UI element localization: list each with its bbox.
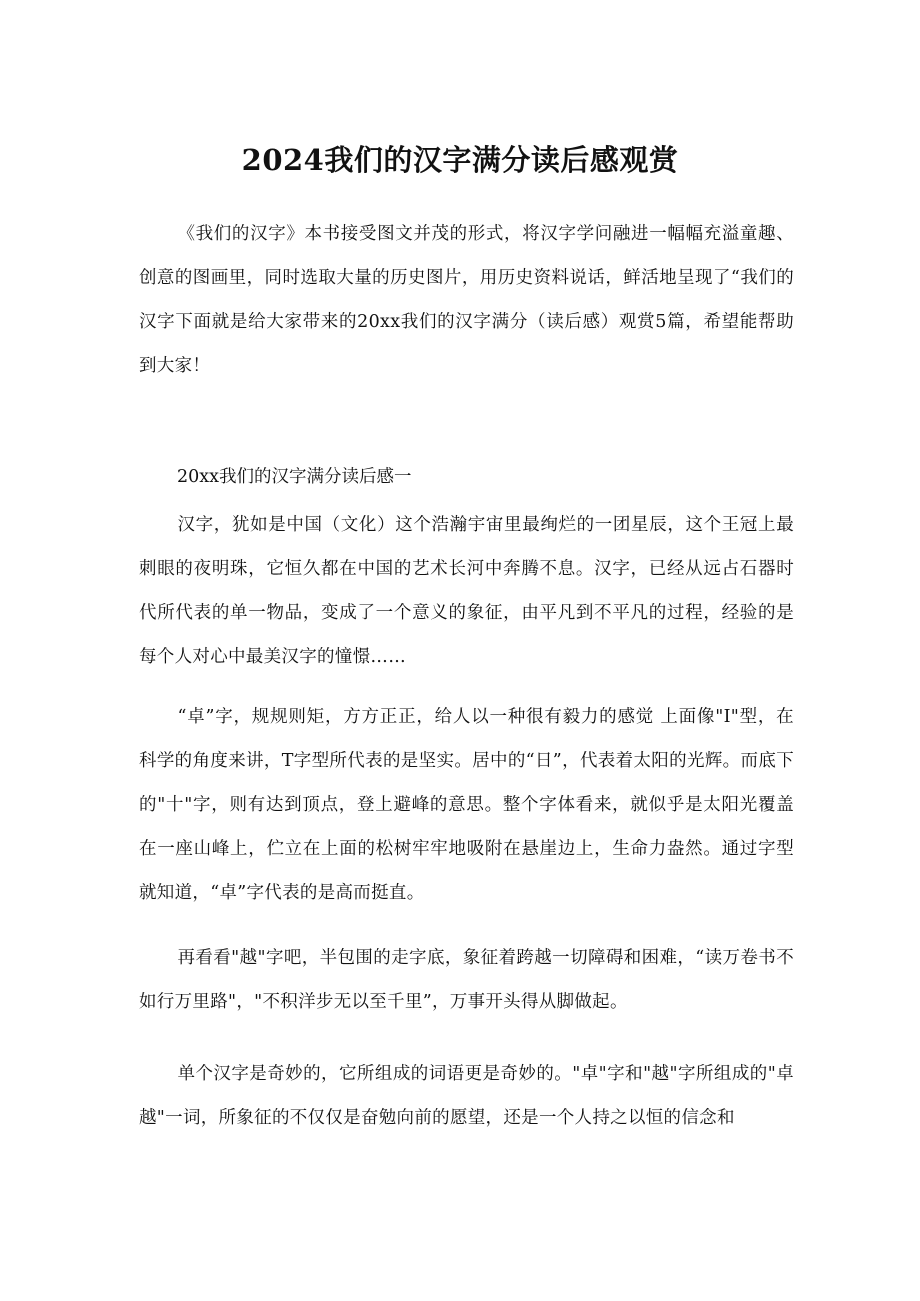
document-title: 2024我们的汉字满分读后感观赏: [241, 143, 679, 177]
body-paragraph: 单个汉字是奇妙的，它所组成的词语更是奇妙的。"卓"字和"越"字所组成的"卓越"一词，所象征的不仅仅是奋勉向前的愿望，还是一个人持之以恒的信念和: [139, 1064, 794, 1128]
body-paragraph: “卓”字，规规则矩，方方正正，给人以一种很有毅力的感觉 上面像"I"型，在科学的角度来讲，T字型所代表的是坚实。居中的“日”，代表着太阳的光辉。而底下的"十"字，则有达到顶点，登上避峰的意思。整个字体看来，就似乎是太阳光覆盖在一座山峰上，伫立在上面的松树牢牢地吸附在悬崖边上，生命力盎然。通过字型就知道，“卓”字代表的是高而挺直。: [139, 707, 794, 903]
intro-paragraph: 《我们的汉字》本书接受图文并茂的形式，将汉字学问融进一幅幅充溢童趣、创意的图画里，同时选取大量的历史图片，用历史资料说话，鲜活地呈现了“我们的汉字下面就是给大家带来的20xx我们的汉字满分（读后感）观赏5篇，希望能帮助到大家！: [139, 224, 794, 376]
body-paragraph: 汉字，犹如是中国（文化）这个浩瀚宇宙里最绚烂的一团星辰，这个王冠上最刺眼的夜明珠，它恒久都在中国的艺术长河中奔腾不息。汉字，已经从远占石器时代所代表的单一物品，变成了一个意义的象征，由平凡到不平凡的过程，经验的是每个人对心中最美汉字的憧憬……: [139, 515, 794, 667]
body-paragraph: 再看看"越"字吧，半包围的走字底，象征着跨越一切障碍和困难，“读万卷书不如行万里路"，"不积洋步无以至千里”，万事开头得从脚做起。: [139, 948, 794, 1012]
section-heading: 20xx我们的汉字满分读后感一: [177, 467, 412, 487]
